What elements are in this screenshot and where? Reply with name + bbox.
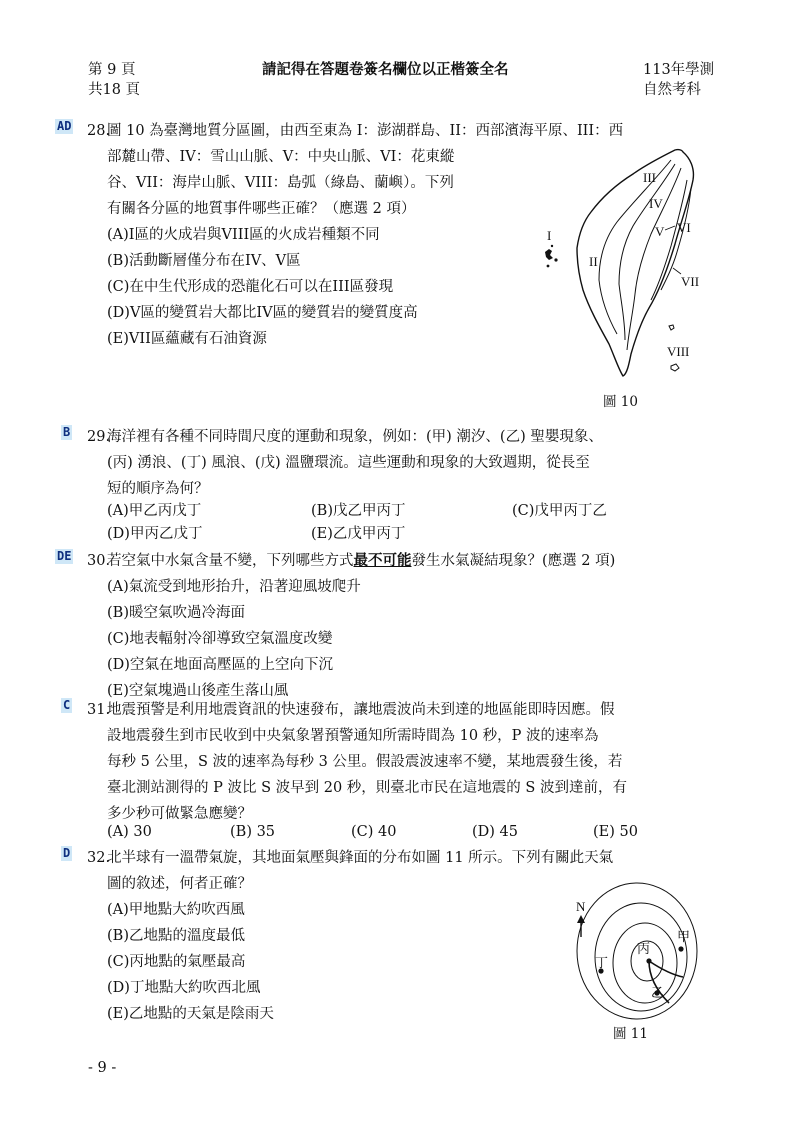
stem-line: 海洋裡有各種不同時間尺度的運動和現象，例如：(甲) 潮汐、(乙) 聖嬰現象、 — [107, 429, 603, 445]
cyclone-isobar-figure — [565, 877, 700, 1022]
option-a: (A)甲地點大約吹西風 — [107, 902, 245, 918]
stem-line: (丙) 湧浪、(丁) 風浪、(戊) 溫鹽環流。這些運動和現象的大致週期，從長至 — [107, 455, 590, 471]
stem-line: 臺北測站測得的 P 波比 S 波早到 20 秒，則臺北市民在這地震的 S 波到達前，有 — [107, 780, 627, 796]
stem-line: 谷、VII：海岸山脈、VIII：島弧（綠島、蘭嶼）。下列 — [107, 175, 454, 191]
label-yi: 乙 — [651, 985, 665, 1000]
stem-post: 發生水氣凝結現象？(應選 2 項) — [411, 553, 616, 569]
option-b: (B)活動斷層僅分布在IV、V區 — [107, 253, 301, 269]
question-30 — [55, 548, 745, 698]
label-zone-viii: VIII — [667, 344, 690, 359]
question-stem — [107, 845, 613, 1027]
page-number: - 9 - — [88, 1060, 117, 1076]
option-d: (D) 45 — [472, 824, 518, 840]
option-d: (D)甲丙乙戊丁 — [107, 526, 203, 542]
label-zone-iv: IV — [649, 196, 663, 211]
stem-line: 設地震發生到市民收到中央氣象署預警通知所需時間為 10 秒，P 波的速率為 — [107, 728, 599, 744]
option-a: (A)甲乙丙戊丁 — [107, 503, 202, 519]
label-zone-vi: VI — [677, 220, 691, 235]
subject-title: 自然考科 — [643, 82, 701, 98]
stem-line: 多少秒可做緊急應變？ — [107, 806, 252, 822]
stem-line: 每秒 5 公里，S 波的速率為每秒 3 公里。假設震波速率不變，某地震發生後，若 — [107, 754, 623, 770]
question-29 — [55, 424, 745, 549]
question-number: 28. — [87, 123, 111, 139]
taiwan-geology-map — [525, 140, 715, 385]
option-e: (E)乙地點的天氣是陰雨天 — [107, 1006, 274, 1022]
option-c: (C)戊甲丙丁乙 — [512, 503, 607, 519]
label-zone-v: V — [655, 224, 665, 239]
question-stem — [107, 697, 627, 827]
question-stem — [107, 548, 615, 704]
question-number: 30. — [87, 553, 111, 569]
answer-badge: D — [63, 846, 71, 860]
label-jia: 甲 — [677, 929, 691, 944]
answer-badge: AD — [57, 119, 72, 133]
option-a: (A) 30 — [107, 824, 152, 840]
option-e: (E)VII區蘊藏有石油資源 — [107, 331, 267, 347]
answer-badge: B — [63, 425, 71, 439]
question-stem — [107, 424, 603, 502]
stem-line — [107, 548, 615, 574]
question-number: 31. — [87, 702, 111, 718]
label-zone-ii: II — [589, 254, 598, 269]
option-d: (D)V區的變質岩大都比IV區的變質岩的變質度高 — [107, 305, 418, 321]
stem-line: 圖 10 為臺灣地質分區圖，由西至東為 I：澎湖群島、II：西部濱海平原、III：西 — [107, 123, 624, 139]
option-c: (C)地表輻射冷卻導致空氣溫度改變 — [107, 631, 333, 647]
option-d: (D)空氣在地面高壓區的上空向下沉 — [107, 657, 333, 673]
option-e: (E)乙戊甲丙丁 — [311, 526, 406, 542]
stem-line: 北半球有一溫帶氣旋，其地面氣壓與鋒面的分布如圖 11 所示。下列有關此天氣 — [107, 850, 614, 866]
option-c: (C)丙地點的氣壓最高 — [107, 954, 246, 970]
figure-11-caption: 圖 11 — [613, 1026, 648, 1042]
option-b: (B)乙地點的溫度最低 — [107, 928, 245, 944]
north-label: N — [576, 899, 586, 914]
answer-badge: DE — [57, 549, 72, 563]
stem-pre: 若空氣中水氣含量不變，下列哪些方式 — [107, 553, 354, 569]
option-b: (B)暖空氣吹過冷海面 — [107, 605, 245, 621]
option-d: (D)丁地點大約吹西北風 — [107, 980, 261, 996]
question-number: 32. — [87, 850, 111, 866]
stem-line: 有關各分區的地質事件哪些正確？（應選 2 項） — [107, 201, 416, 217]
page-label: 第 9 頁 — [88, 62, 136, 78]
stem-line: 短的順序為何？ — [107, 481, 209, 497]
option-a: (A)I區的火成岩與VIII區的火成岩種類不同 — [107, 227, 380, 243]
option-b: (B) 35 — [230, 824, 276, 840]
label-zone-iii: III — [643, 170, 656, 185]
label-bing: 丙 — [637, 941, 651, 956]
figure-10-caption: 圖 10 — [603, 394, 638, 410]
exam-title: 113年學測 — [643, 62, 715, 78]
option-c: (C)在中生代形成的恐龍化石可以在III區發現 — [107, 279, 394, 295]
option-e: (E)空氣塊過山後產生落山風 — [107, 683, 289, 699]
label-ding: 丁 — [595, 955, 609, 970]
stem-line: 部麓山帶、IV：雪山山脈、V：中央山脈、VI：花東縱 — [107, 149, 455, 165]
stem-line: 圖的敘述，何者正確？ — [107, 876, 252, 892]
question-number: 29. — [87, 429, 111, 445]
answer-badge: C — [63, 698, 71, 712]
option-a: (A)氣流受到地形抬升，沿著迎風坡爬升 — [107, 579, 361, 595]
label-zone-i: I — [547, 228, 552, 243]
label-zone-vii: VII — [681, 274, 700, 289]
option-c: (C) 40 — [351, 824, 397, 840]
stem-line: 地震預警是利用地震資訊的快速發布，讓地震波尚未到達的地區能即時因應。假 — [107, 702, 615, 718]
option-e: (E) 50 — [593, 824, 638, 840]
option-b: (B)戊乙甲丙丁 — [311, 503, 406, 519]
stem-emphasis: 最不可能 — [353, 552, 412, 569]
question-31 — [55, 697, 745, 847]
signature-notice: 請記得在答題卷簽名欄位以正楷簽全名 — [262, 61, 509, 78]
total-pages-label: 共18 頁 — [88, 82, 141, 98]
